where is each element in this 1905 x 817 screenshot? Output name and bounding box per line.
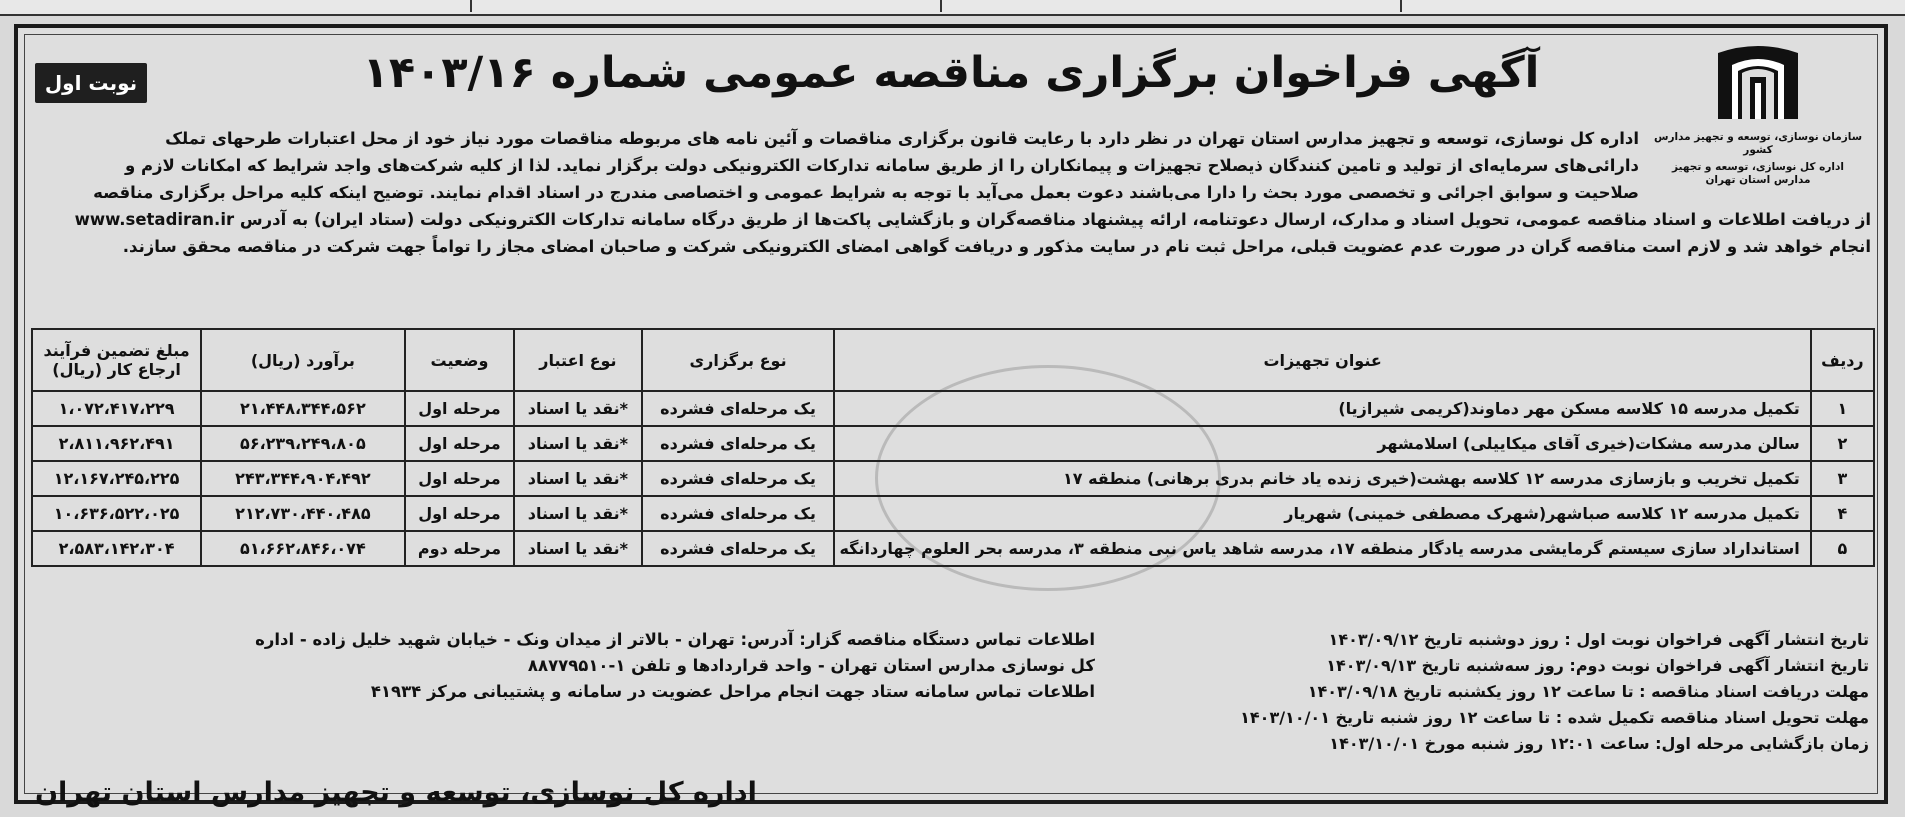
date-opening: زمان بازگشایی مرحله اول: ساعت ۱۲:۰۱ روز شنبه مورخ ۱۴۰۳/۱۰/۰۱ (1329, 734, 1869, 753)
intro-text (31, 125, 1871, 260)
row-method: یک مرحله‌ای فشرده (642, 531, 835, 566)
schedule-dates (1109, 627, 1869, 757)
intro-line-1-rest: در نظر دارد با رعایت قانون برگزاری مناقصات و آئین نامه های مربوطه مناقصات مورد نیاز خود از محل اعتبارات طرحهای تملک (165, 129, 1198, 148)
setadiran-url: www.setadiran.ir (74, 210, 235, 229)
row-guarantee: ۲،۵۸۳،۱۴۲،۳۰۴ (32, 531, 201, 566)
intro-line-3: صلاحیت و سوابق اجرائی و تخصصی مورد بحث را دارا می‌باشند دعوت بعمل می‌آید با توجه به شرایط عمومی و اختصاصی مندرج در اسناد اقدام نمایند. توضیح اینکه کلیه مراحل برگزاری مناقصه (93, 183, 1639, 202)
contact-line-1 (35, 627, 1095, 653)
row-credit: *نقد یا اسناد (514, 496, 641, 531)
header-estimate: برآورد (ریال) (201, 329, 405, 391)
tender-table (31, 328, 1875, 567)
row-credit: *نقد یا اسناد (514, 426, 641, 461)
row-status: مرحله دوم (405, 531, 515, 566)
row-no: ۳ (1811, 461, 1874, 496)
intro-org-name: اداره کل نوسازی، توسعه و تجهیز مدارس استان تهران (1197, 129, 1639, 148)
table-row (32, 391, 1874, 426)
row-no: ۵ (1811, 531, 1874, 566)
contact-address-1: : تهران - بالاتر از میدان ونک - خیابان شهید خلیل زاده - اداره (255, 630, 748, 649)
contact-heading: اطلاعات تماس دستگاه مناقصه گزار: آدرس (747, 630, 1095, 649)
adjacent-ads-strip (0, 0, 1905, 16)
intro-line-2: دارائی‌های سرمایه‌ای از تولید و تامین کنندگان ذیصلاح تجهیزات و پیمانکاران را از طریق سامانه تدارکات الکترونیکی دولت برگزار نماید. لذا از کلیه شرکت‌های واجد شرایط که امکانات لازم و (124, 156, 1639, 175)
ad-title: آگهی فراخوان برگزاری مناقصه عمومی شماره ۱۴۰۳/۱۶ (362, 48, 1540, 98)
footer-organization: اداره کل نوسازی، توسعه و تجهیز مدارس استان تهران (35, 777, 757, 808)
table-row (32, 461, 1874, 496)
row-title: استانداراد سازی سیستم گرمایشی مدرسه یادگار منطقه ۱۷، مدرسه شاهد یاس نبی منطقه ۳، مدرسه بحر العلوم چهاردانگه (834, 531, 1810, 566)
row-estimate: ۲۴۳،۳۴۴،۹۰۴،۴۹۲ (201, 461, 405, 496)
row-method: یک مرحله‌ای فشرده (642, 496, 835, 531)
table-row (32, 496, 1874, 531)
row-guarantee: ۱،۰۷۲،۴۱۷،۲۲۹ (32, 391, 201, 426)
header-guarantee: مبلغ تضمین فرآیند ارجاع کار (ریال) (32, 329, 201, 391)
row-no: ۱ (1811, 391, 1874, 426)
schools-organization-emblem-icon (1712, 43, 1804, 127)
table-header-row (32, 329, 1874, 391)
row-guarantee: ۱۲،۱۶۷،۲۴۵،۲۲۵ (32, 461, 201, 496)
row-estimate: ۵۱،۶۶۲،۸۴۶،۰۷۴ (201, 531, 405, 566)
header-method: نوع برگزاری (642, 329, 835, 391)
tender-ad-frame (14, 24, 1888, 808)
row-status: مرحله اول (405, 391, 515, 426)
date-submission-deadline: مهلت تحویل اسناد مناقصه تکمیل شده : تا ساعت ۱۲ روز شنبه تاریخ ۱۴۰۳/۱۰/۰۱ (1240, 708, 1869, 727)
tender-ad-inner (24, 34, 1878, 808)
row-method: یک مرحله‌ای فشرده (642, 461, 835, 496)
row-status: مرحله اول (405, 496, 515, 531)
contact-info (35, 627, 1095, 705)
row-title: تکمیل تخریب و بازسازی مدرسه ۱۲ کلاسه بهشت(خیری زنده یاد خانم بدری برهانی) منطقه ۱۷ (834, 461, 1810, 496)
intro-line-1 (31, 125, 1871, 152)
logo-org-line2: اداره کل نوسازی، توسعه و تجهیز مدارس استان تهران (1672, 161, 1844, 186)
row-no: ۴ (1811, 496, 1874, 531)
row-method: یک مرحله‌ای فشرده (642, 391, 835, 426)
row-credit: *نقد یا اسناد (514, 531, 641, 566)
row-no: ۲ (1811, 426, 1874, 461)
row-credit: *نقد یا اسناد (514, 391, 641, 426)
date-first-publication: تاریخ انتشار آگهی فراخوان نوبت اول : روز دوشنبه تاریخ ۱۴۰۳/۰۹/۱۲ (1328, 630, 1869, 649)
intro-line-4-text: از دریافت اطلاعات و اسناد مناقصه عمومی، تحویل اسناد و مدارک، ارسال دعوتنامه، ارائه پیشنهاد مناقصه‌گران و بازگشایی پاکت‌ها از طریق درگاه سامانه تدارکات الکترونیکی دولت (ستاد ایران) به آدرس (239, 210, 1871, 229)
header-no: ردیف (1811, 329, 1874, 391)
row-method: یک مرحله‌ای فشرده (642, 426, 835, 461)
row-title: تکمیل مدرسه ۱۲ کلاسه صباشهر(شهرک مصطفی خمینی) شهریار (834, 496, 1810, 531)
row-title: تکمیل مدرسه ۱۵ کلاسه مسکن مهر دماوند(کریمی شیرازیا) (834, 391, 1810, 426)
publication-round-badge: نوبت اول (35, 63, 147, 103)
row-guarantee: ۲،۸۱۱،۹۶۲،۴۹۱ (32, 426, 201, 461)
table-row (32, 426, 1874, 461)
table-row (32, 531, 1874, 566)
logo-org-line1: سازمان نوسازی، توسعه و تجهیز مدارس کشور (1653, 131, 1863, 156)
setad-support-contact: اطلاعات تماس سامانه ستاد جهت انجام مراحل عضویت در سامانه و پشتیبانی مرکز ۴۱۹۳۴ (370, 682, 1095, 701)
intro-line-4 (31, 206, 1871, 233)
date-second-publication: تاریخ انتشار آگهی فراخوان نوبت دوم: روز سه‌شنبه تاریخ ۱۴۰۳/۰۹/۱۳ (1326, 656, 1869, 675)
intro-line-5: انجام خواهد شد و لازم است مناقصه گران در صورت عدم عضویت قبلی، مراحل ثبت نام در سایت مذکور و دریافت گواهی امضای الکترونیکی شرکت و صاحبان امضای مجاز را تواماً جهت شرکت در مناقصه محقق سازند. (122, 237, 1871, 256)
row-status: مرحله اول (405, 426, 515, 461)
row-guarantee: ۱۰،۶۳۶،۵۲۲،۰۲۵ (32, 496, 201, 531)
header-title: عنوان تجهیزات (834, 329, 1810, 391)
row-estimate: ۵۶،۲۳۹،۲۴۹،۸۰۵ (201, 426, 405, 461)
header-credit: نوع اعتبار (514, 329, 641, 391)
row-estimate: ۲۱۲،۷۳۰،۴۴۰،۴۸۵ (201, 496, 405, 531)
row-title: سالن مدرسه مشکات(خیری آقای میکاییلی) اسلامشهر (834, 426, 1810, 461)
row-estimate: ۲۱،۴۴۸،۳۴۴،۵۶۲ (201, 391, 405, 426)
contact-address-2: کل نوسازی مدارس استان تهران - واحد قراردادها و تلفن ۱-۸۸۷۷۹۵۱۰ (527, 656, 1095, 675)
date-documents-deadline: مهلت دریافت اسناد مناقصه : تا ساعت ۱۲ روز یکشنبه تاریخ ۱۴۰۳/۰۹/۱۸ (1307, 682, 1869, 701)
header-status: وضعیت (405, 329, 515, 391)
row-status: مرحله اول (405, 461, 515, 496)
row-credit: *نقد یا اسناد (514, 461, 641, 496)
